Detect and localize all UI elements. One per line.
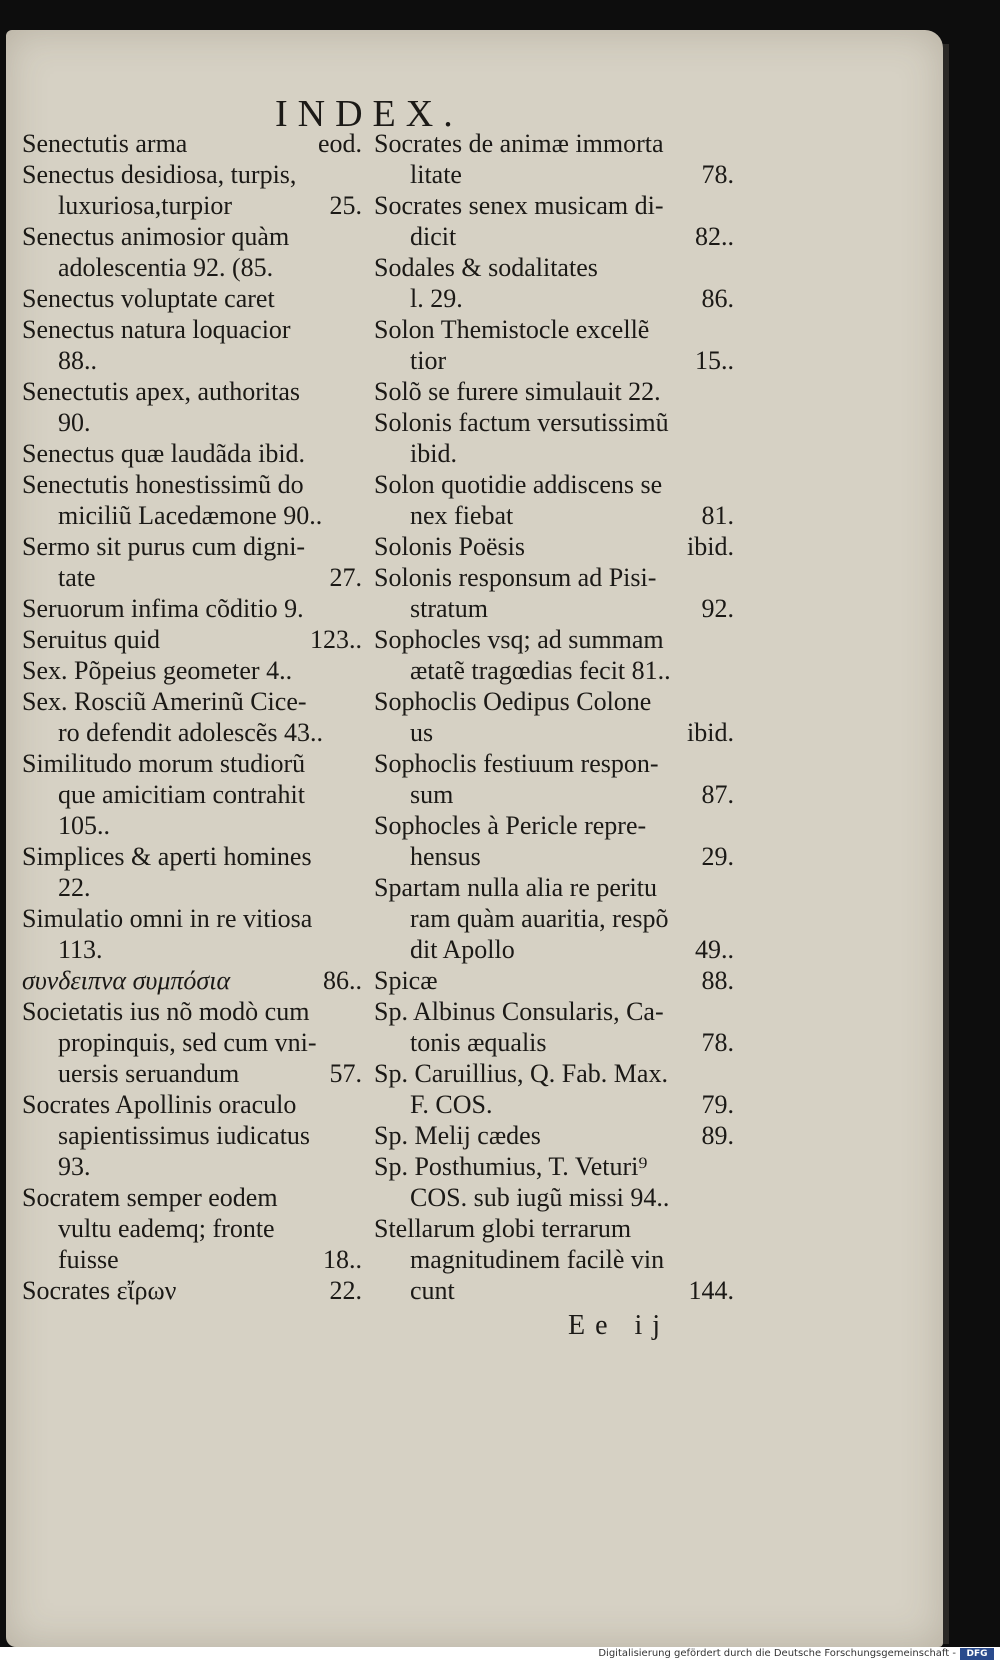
index-entry-line: [374, 996, 734, 1027]
index-entry-text: litate: [410, 160, 462, 189]
index-entry-line: [374, 531, 734, 562]
index-entry-line: [22, 159, 362, 190]
index-entry-text: Solon quotidie addiscens se: [374, 470, 663, 499]
index-entry: [374, 407, 734, 469]
index-entry-line: [374, 500, 734, 531]
index-entry: [374, 252, 734, 314]
index-entry: [22, 996, 362, 1089]
index-entry: [374, 996, 734, 1058]
index-entry-text: Senectus animosior quàm: [22, 222, 290, 251]
index-entry-line: [374, 314, 734, 345]
index-entry: [374, 965, 734, 996]
page-reference: 22.: [329, 1276, 362, 1305]
index-entry-text: Socrates Apollinis oraculo: [22, 1090, 297, 1119]
index-entry-text: Sex. Põpeius geometer 4..: [22, 656, 293, 685]
index-entry-line: [22, 1182, 362, 1213]
index-entry-text: Solonis Poësis: [374, 532, 525, 561]
index-entry-text: Spartam nulla alia re peritu: [374, 873, 658, 902]
index-entry-line: [374, 407, 734, 438]
index-entry-text: F. COS.: [410, 1090, 493, 1119]
index-entry-line: [22, 1089, 362, 1120]
index-entry-text: Sp. Albinus Consularis, Ca-: [374, 997, 664, 1026]
index-entry-line: [22, 252, 362, 283]
index-entry-text: nex fiebat: [410, 501, 514, 530]
index-entry-line: [22, 996, 362, 1027]
index-entry-text: Sophoclis Oedipus Colone: [374, 687, 652, 716]
signature-mark: Ee ij: [568, 1310, 671, 1341]
index-entry-text: Seruorum infima cõditio 9.: [22, 594, 304, 623]
index-entry-text: Sophocles à Pericle repre-: [374, 811, 647, 840]
index-entry-line: [374, 562, 734, 593]
index-entry: [22, 965, 362, 996]
page-reference: 86..: [323, 966, 362, 995]
index-entry: [22, 376, 362, 438]
index-entry-line: [374, 190, 734, 221]
index-entry-line: [22, 283, 362, 314]
index-entry: [22, 221, 362, 283]
index-entry-line: [22, 1275, 362, 1306]
index-entry-text: fuisse: [58, 1245, 119, 1274]
index-entry-line: [374, 345, 734, 376]
index-entry-line: [374, 1089, 734, 1120]
index-entry: [374, 1151, 734, 1213]
index-entry-line: [374, 438, 734, 469]
index-entry-text: vultu eademq; fronte: [58, 1214, 275, 1243]
index-entry: [22, 593, 362, 624]
index-entry-text: adolescentia 92. (85.: [58, 253, 274, 282]
index-entry-text: tonis æqualis: [410, 1028, 547, 1057]
index-entry-line: [22, 748, 362, 779]
index-entry: [374, 624, 734, 686]
page-edge: [943, 44, 949, 1644]
index-entry-text: Stellarum globi terrarum: [374, 1214, 632, 1243]
index-entry-line: [374, 624, 734, 655]
index-entry-text: 93.: [58, 1152, 91, 1181]
index-entry-line: [22, 624, 362, 655]
index-entry-line: [22, 1058, 362, 1089]
index-entry-line: [22, 376, 362, 407]
index-entry: [374, 376, 734, 407]
index-entry-text: Sermo sit purus cum digni-: [22, 532, 306, 561]
index-entry-text: Senectus desidiosa, turpis,: [22, 160, 297, 189]
index-entry: [22, 469, 362, 531]
index-entry-line: [374, 717, 734, 748]
index-entry: [22, 655, 362, 686]
index-entry: [374, 562, 734, 624]
index-entry-text: COS. sub iugũ missi 94..: [410, 1183, 670, 1212]
index-entry-line: [374, 376, 734, 407]
index-entry-text: Socrates εἴρων: [22, 1276, 177, 1305]
index-entry-text: Societatis ius nõ modò cum: [22, 997, 310, 1026]
page-reference: 144.: [688, 1276, 734, 1305]
index-entry-line: [374, 810, 734, 841]
index-entry-line: [374, 655, 734, 686]
index-entry-line: [374, 1120, 734, 1151]
index-entry-line: [374, 1244, 734, 1275]
page-reference: 78.: [701, 1028, 734, 1057]
index-entry-text: que amicitiam contrahit: [58, 780, 305, 809]
index-entry-line: [374, 903, 734, 934]
index-entry-text: Senectus voluptate caret: [22, 284, 275, 313]
index-entry-line: [374, 1027, 734, 1058]
index-entry-text: Senectutis arma: [22, 129, 188, 158]
index-entry: [22, 128, 362, 159]
index-entry-line: [22, 1151, 362, 1182]
index-entry-text: tate: [58, 563, 96, 592]
page-reference: ibid.: [687, 718, 734, 747]
index-entry-text: Sodales & sodalitates: [374, 253, 598, 282]
index-entry-line: [22, 190, 362, 221]
index-entry-text: sapientissimus iudicatus: [58, 1121, 311, 1150]
index-entry-text: magnitudinem facilè vin: [410, 1245, 665, 1274]
index-entry-text: Senectus natura loquacior: [22, 315, 291, 344]
index-entry-text: 90.: [58, 408, 91, 437]
index-entry-text: Socratem semper eodem: [22, 1183, 278, 1212]
index-entry-text: ro defendit adolescẽs 43..: [58, 718, 323, 747]
index-entry-text: sum: [410, 780, 454, 809]
index-entry-line: [22, 469, 362, 500]
index-entry-text: hensus: [410, 842, 481, 871]
index-entry-line: [374, 748, 734, 779]
index-entry-text: miciliũ Lacedæmone 90..: [58, 501, 323, 530]
index-entry: [22, 686, 362, 748]
page-reference: 82..: [695, 222, 734, 251]
index-entry: [22, 1089, 362, 1182]
index-entry: [374, 190, 734, 252]
index-entry: [22, 841, 362, 903]
index-entry-text: Senectutis honestissimũ do: [22, 470, 304, 499]
index-entry-line: [22, 965, 362, 996]
index-entry-text: Solonis factum versutissimũ: [374, 408, 669, 437]
index-entry-line: [22, 221, 362, 252]
index-entry-text: Sophoclis festiuum respon-: [374, 749, 659, 778]
index-entry-line: [22, 841, 362, 872]
index-entry-text: 113.: [58, 935, 103, 964]
index-entry-text: συνδειπνα συμπόσια: [22, 966, 231, 995]
page-reference: 89.: [701, 1121, 734, 1150]
index-entry: [374, 531, 734, 562]
index-entry-line: [22, 717, 362, 748]
index-entry-text: Seruitus quid: [22, 625, 160, 654]
page-reference: ibid.: [687, 532, 734, 561]
index-entry-line: [374, 252, 734, 283]
dfg-logo: DFG: [960, 1648, 994, 1660]
index-entry: [22, 438, 362, 469]
index-entry-line: [22, 1244, 362, 1275]
index-entry-text: l. 29.: [410, 284, 463, 313]
index-entry-line: [22, 128, 362, 159]
index-entry-line: [374, 1275, 734, 1306]
index-entry-line: [374, 965, 734, 996]
index-entry: [374, 748, 734, 810]
page-reference: 92.: [701, 594, 734, 623]
index-entry: [22, 314, 362, 376]
index-entry-line: [22, 407, 362, 438]
index-column-right: [374, 128, 734, 1306]
index-entry-text: Solonis responsum ad Pisi-: [374, 563, 657, 592]
index-entry-line: [374, 1182, 734, 1213]
index-entry-line: [22, 810, 362, 841]
page-reference: 88.: [701, 966, 734, 995]
index-entry-line: [22, 562, 362, 593]
index-entry-line: [374, 841, 734, 872]
index-entry-text: 22.: [58, 873, 91, 902]
index-entry-line: [22, 1120, 362, 1151]
index-entry-line: [22, 934, 362, 965]
index-entry-line: [22, 655, 362, 686]
index-entry-text: Sp. Caruillius, Q. Fab. Max.: [374, 1059, 668, 1088]
index-entry: [22, 748, 362, 841]
index-entry-text: Sophocles vsq; ad summam: [374, 625, 664, 654]
index-entry: [374, 469, 734, 531]
index-entry: [374, 872, 734, 965]
page-reference: 27.: [329, 563, 362, 592]
index-entry-text: dicit: [410, 222, 457, 251]
page-header: INDEX.: [275, 93, 463, 135]
index-entry: [22, 624, 362, 655]
page-reference: 78.: [701, 160, 734, 189]
index-entry-text: Spicæ: [374, 966, 438, 995]
index-entry-text: tior: [410, 346, 447, 375]
page-reference: 57.: [329, 1059, 362, 1088]
index-entry-text: us: [410, 718, 434, 747]
index-entry-text: Socrates senex musicam di-: [374, 191, 664, 220]
page-reference: 15..: [695, 346, 734, 375]
index-entry-text: Solon Themistocle excellẽ: [374, 315, 650, 344]
index-entry-text: ram quàm auaritia, respõ: [410, 904, 669, 933]
index-entry-text: Sp. Melij cædes: [374, 1121, 541, 1150]
page-reference: 123..: [310, 625, 362, 654]
index-entry-line: [22, 500, 362, 531]
index-entry-text: Socrates de animæ immorta: [374, 129, 664, 158]
index-entry: [22, 283, 362, 314]
index-entry-line: [22, 438, 362, 469]
index-entry: [374, 810, 734, 872]
index-entry: [374, 1120, 734, 1151]
index-entry-text: Similitudo morum studiorũ: [22, 749, 306, 778]
index-entry-text: ibid.: [410, 439, 457, 468]
index-entry-line: [374, 686, 734, 717]
index-entry: [374, 1058, 734, 1120]
index-entry-text: Sex. Rosciũ Amerinũ Cice-: [22, 687, 307, 716]
index-entry-text: ætatẽ tragœdias fecit 81..: [410, 656, 671, 685]
index-entry-line: [374, 469, 734, 500]
index-entry-line: [22, 345, 362, 376]
page-reference: 25.: [329, 191, 362, 220]
index-entry-line: [374, 283, 734, 314]
index-entry-line: [374, 1151, 734, 1182]
page-reference: 79.: [701, 1090, 734, 1119]
page-reference: eod.: [317, 129, 362, 158]
index-entry-line: [374, 934, 734, 965]
index-entry: [22, 1182, 362, 1275]
index-entry-text: Simulatio omni in re vitiosa: [22, 904, 313, 933]
index-entry-text: Simplices & aperti homines: [22, 842, 312, 871]
page-reference: 49..: [695, 935, 734, 964]
index-entry-text: 105..: [58, 811, 110, 840]
index-entry-text: Sp. Posthumius, T. Veturi⁹: [374, 1152, 648, 1181]
index-entry-line: [22, 314, 362, 345]
index-entry: [22, 159, 362, 221]
index-entry-line: [22, 1027, 362, 1058]
index-entry-text: Senectus quæ laudãda ibid.: [22, 439, 306, 468]
footer-credit: Digitalisierung gefördert durch die Deutsche Forschungsgemeinschaft -: [598, 1648, 956, 1659]
index-entry: [22, 531, 362, 593]
index-entry-text: cunt: [410, 1276, 455, 1305]
index-entry-line: [22, 872, 362, 903]
index-entry: [374, 314, 734, 376]
index-entry-line: [374, 1058, 734, 1089]
index-entry-line: [374, 159, 734, 190]
index-entry-line: [22, 686, 362, 717]
index-entry: [374, 128, 734, 190]
index-entry-line: [22, 593, 362, 624]
index-entry-text: 88..: [58, 346, 97, 375]
index-entry-line: [22, 1213, 362, 1244]
index-entry-text: Senectutis apex, authoritas: [22, 377, 300, 406]
index-entry-line: [374, 128, 734, 159]
index-entry-line: [374, 872, 734, 903]
page-reference: 86.: [701, 284, 734, 313]
index-entry-line: [22, 531, 362, 562]
index-entry-text: dit Apollo: [410, 935, 515, 964]
index-entry-text: luxuriosa,turpior: [58, 191, 233, 220]
index-entry-line: [374, 1213, 734, 1244]
index-entry: [22, 903, 362, 965]
index-entry-text: propinquis, sed cum vni-: [58, 1028, 317, 1057]
index-entry: [374, 686, 734, 748]
page-reference: 81.: [701, 501, 734, 530]
index-entry: [374, 1213, 734, 1306]
index-entry-text: uersis seruandum: [58, 1059, 240, 1088]
index-entry-text: stratum: [410, 594, 488, 623]
page-reference: 87.: [701, 780, 734, 809]
index-entry-line: [374, 593, 734, 624]
page-reference: 29.: [701, 842, 734, 871]
index-entry-text: Solõ se furere simulauit 22.: [374, 377, 661, 406]
index-entry-line: [22, 779, 362, 810]
index-column-left: [22, 128, 362, 1306]
index-entry: [22, 1275, 362, 1306]
page-reference: 18..: [323, 1245, 362, 1274]
index-entry-line: [374, 779, 734, 810]
index-entry-line: [374, 221, 734, 252]
index-entry-line: [22, 903, 362, 934]
